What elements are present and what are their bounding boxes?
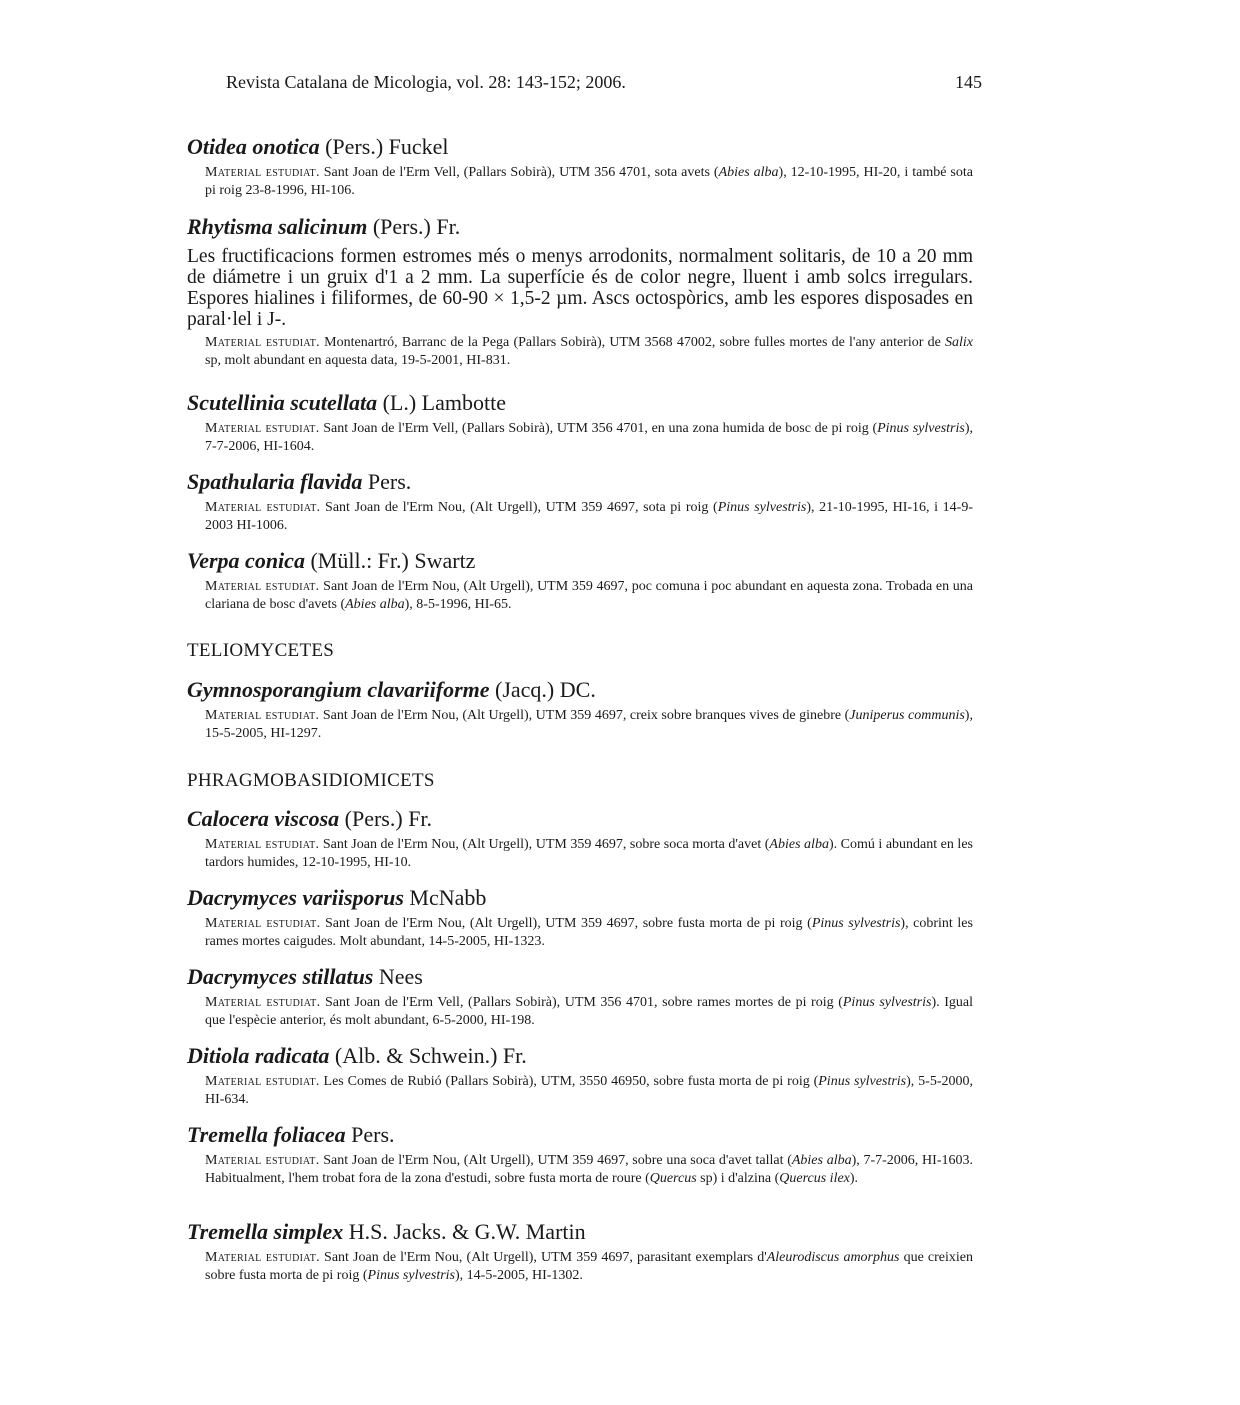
species-author: (Pers.) Fr.: [367, 214, 461, 239]
material-studied: Material estudiat. Sant Joan de l'Erm Nou, (Alt Urgell), UTM 359 4697, poc comuna i poc abundant en aquesta zona. Trobada en una clariana de bosc d'avets (Abies alba), 8-5-1996, HI-65.: [205, 579, 973, 612]
material-studied: Material estudiat. Montenartró, Barranc de la Pega (Pallars Sobirà), UTM 3568 47002, sobre fulles mortes de l'any anterior de Salix sp, molt abundant en aquesta data, 19-5-2001, HI-831.: [205, 335, 973, 368]
species-heading: [187, 469, 973, 495]
material-label: Material estudiat.: [205, 995, 321, 1010]
species-name: Otidea onotica: [187, 134, 320, 159]
material-label: Material estudiat.: [205, 1250, 320, 1265]
species-description: Les fructificacions formen estromes més o menys arrodonits, normalment solitaris, de 10 a 20 mm de diámetre i un gruix d'1 a 2 mm. La superfície és de color negre, lluent i amb solcs irregulars. Espores hialines i filiformes, de 60-90 × 1,5-2 µm. Ascs octospòrics, amb les espores disposades en paral·lel i J-.: [187, 246, 973, 330]
journal-citation: Revista Catalana de Micologia, vol. 28: 143-152; 2006.: [226, 72, 626, 92]
species-entry: [187, 964, 973, 1030]
species-name: Dacrymyces variisporus: [187, 885, 404, 910]
species-entry: [187, 677, 973, 743]
species-heading: [187, 1043, 973, 1069]
species-entry: [187, 134, 973, 200]
species-name: Calocera viscosa: [187, 806, 340, 831]
species-entry: [187, 806, 973, 872]
species-entry: [187, 469, 973, 535]
species-heading: [187, 1122, 973, 1148]
species-name: Scutellinia scutellata: [187, 390, 378, 415]
material-label: Material estudiat.: [205, 335, 320, 350]
material-studied: Material estudiat. Sant Joan de l'Erm Vell, (Pallars Sobirà), UTM 356 4701, en una zona humida de bosc de pi roig (Pinus sylvestris), 7-7-2006, HI-1604.: [205, 421, 973, 454]
species-name: Dacrymyces stillatus: [187, 964, 374, 989]
species-name: Tremella foliacea: [187, 1122, 346, 1147]
species-author: Pers.: [345, 1122, 395, 1147]
species-heading: [187, 1219, 973, 1245]
material-studied: Material estudiat. Sant Joan de l'Erm Nou, (Alt Urgell), UTM 359 4697, sobre soca morta d'avet (Abies alba). Comú i abundant en les tardors humides, 12-10-1995, HI-10.: [205, 837, 973, 870]
material-studied: Material estudiat. Sant Joan de l'Erm Nou, (Alt Urgell), UTM 359 4697, parasitant exemplars d'Aleurodiscus amorphus que creixien sobre fusta morta de pi roig (Pinus sylvestris), 14-5-2005, HI-1302.: [205, 1250, 973, 1283]
species-heading: [187, 806, 973, 832]
species-heading: [187, 390, 973, 416]
species-entry: [187, 214, 973, 370]
species-name: Spathularia flavida: [187, 469, 363, 494]
running-header: [226, 72, 982, 93]
species-heading: [187, 548, 973, 574]
species-entry: [187, 1122, 973, 1188]
species-author: H.S. Jacks. & G.W. Martin: [343, 1219, 586, 1244]
species-author: (Pers.) Fuckel: [319, 134, 449, 159]
material-label: Material estudiat.: [205, 500, 321, 515]
species-author: (Jacq.) DC.: [489, 677, 596, 702]
species-entry: [187, 1219, 973, 1285]
material-label: Material estudiat.: [205, 421, 320, 436]
species-name: Verpa conica: [187, 548, 305, 573]
species-heading: [187, 964, 973, 990]
species-name: Rhytisma salicinum: [187, 214, 368, 239]
species-heading: [187, 677, 973, 703]
material-label: Material estudiat.: [205, 165, 320, 180]
material-studied: Material estudiat. Sant Joan de l'Erm Nou, (Alt Urgell), UTM 359 4697, creix sobre branques vives de ginebre (Juniperus communis), 15-5-2005, HI-1297.: [205, 708, 973, 741]
material-studied: Material estudiat. Sant Joan de l'Erm Vell, (Pallars Sobirà), UTM 356 4701, sobre rames mortes de pi roig (Pinus sylvestris). Igual que l'espècie anterior, és molt abundant, 6-5-2000, HI-198.: [205, 995, 973, 1028]
species-name: Gymnosporangium clavariiforme: [187, 677, 490, 702]
material-label: Material estudiat.: [205, 708, 320, 723]
species-author: (L.) Lambotte: [377, 390, 506, 415]
species-heading: [187, 885, 973, 911]
species-author: Nees: [373, 964, 423, 989]
species-name: Tremella simplex: [187, 1219, 344, 1244]
material-studied: Material estudiat. Sant Joan de l'Erm Nou, (Alt Urgell), UTM 359 4697, sobre fusta morta de pi roig (Pinus sylvestris), cobrint les rames mortes caigudes. Molt abundant, 14-5-2005, HI-1323.: [205, 916, 973, 949]
material-label: Material estudiat.: [205, 916, 321, 931]
species-entry: [187, 548, 973, 614]
species-entry: [187, 885, 973, 951]
material-label: Material estudiat.: [205, 579, 320, 594]
material-studied: Material estudiat. Sant Joan de l'Erm Vell, (Pallars Sobirà), UTM 356 4701, sota avets (Abies alba), 12-10-1995, HI-20, i també sota pi roig 23-8-1996, HI-106.: [205, 165, 973, 198]
material-label: Material estudiat.: [205, 837, 320, 852]
material-label: Material estudiat.: [205, 1153, 320, 1168]
species-heading: [187, 214, 973, 240]
species-author: (Alb. & Schwein.) Fr.: [329, 1043, 527, 1068]
section-heading-phragmobasidiomicets: PHRAGMOBASIDIOMICETS: [187, 770, 435, 791]
species-author: Pers.: [362, 469, 412, 494]
species-entry: [187, 390, 973, 456]
material-studied: Material estudiat. Sant Joan de l'Erm Nou, (Alt Urgell), UTM 359 4697, sota pi roig (Pinus sylvestris), 21-10-1995, HI-16, i 14-9-2003 HI-1006.: [205, 500, 973, 533]
species-entry: [187, 1043, 973, 1109]
material-label: Material estudiat.: [205, 1074, 320, 1089]
species-author: (Pers.) Fr.: [339, 806, 433, 831]
section-heading-teliomycetes: TELIOMYCETES: [187, 640, 335, 661]
species-author: McNabb: [403, 885, 487, 910]
page-number: 145: [955, 72, 982, 92]
material-studied: Material estudiat. Sant Joan de l'Erm Nou, (Alt Urgell), UTM 359 4697, sobre una soca d'avet tallat (Abies alba), 7-7-2006, HI-1603. Habitualment, l'hem trobat fora de la zona d'estudi, sobre fusta morta de roure (Quercus sp) i d'alzina (Quercus ilex).: [205, 1153, 973, 1186]
material-studied: Material estudiat. Les Comes de Rubió (Pallars Sobirà), UTM, 3550 46950, sobre fusta morta de pi roig (Pinus sylvestris), 5-5-2000, HI-634.: [205, 1074, 973, 1107]
species-heading: [187, 134, 973, 160]
species-author: (Müll.: Fr.) Swartz: [304, 548, 476, 573]
species-name: Ditiola radicata: [187, 1043, 330, 1068]
